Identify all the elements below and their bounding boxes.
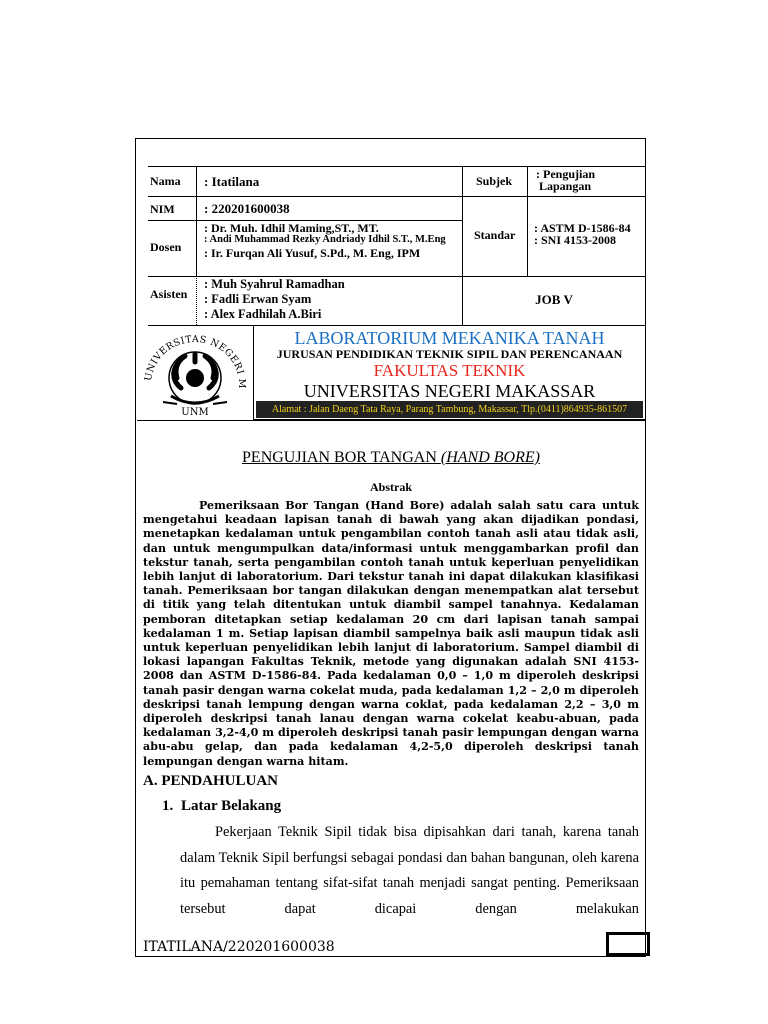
subjek-value [536, 168, 595, 192]
logo-unm-text: UNM [181, 407, 209, 418]
standar-line2: : SNI 4153-2008 [534, 233, 617, 247]
asisten-line1: : Muh Syahrul Ramadhan [204, 277, 345, 291]
body-paragraph [180, 820, 639, 922]
abstract-text: Pemeriksaan Bor Tangan (Hand Bore) adalah salah satu cara untuk mengetahui keadaan lapisan tanah di bawah yang akan dijadikan pondasi, menetapkan kedalaman untuk pengambilan contoh tanah asli atau tidak asli, dan untuk mengumpulkan data/informasi untuk menggambarkan profil dan tekstur tanah, serta pengambilan contoh tanah untuk keperluan penyelidikan lebih lanjut di laboratorium. Dari tekstur tanah ini dapat dilakukan klasifikasi tanah. Pemeriksaan bor tangan dilakukan dengan menempatkan alat tersebut di titik yang telah ditentukan untuk diambil sampel tanahnya. Kedalaman pemboran ditetapkan setiap kedalaman 20 cm dari lapisan tanah sampai kedalaman 1 m. Setiap lapisan diambil sampelnya baik asli maupun tidak asli untuk keperluan penyelidikan lebih lanjut di laboratorium. Sampel diambil di lokasi lapangan Fakultas Teknik, metode yang digunakan adalah SNI 4153-2008 dan ASTM D-1586-84. Pada kedalaman 0,0 – 1,0 m diperoleh deskripsi tanah pasir dengan warna cokelat muda, pada kedalaman 1,2 – 2,0 m diperoleh deskripsi tanah lempung dengan warna coklat, pada kedalaman 2,2 – 3,0 m diperoleh deskripsi tanah lanau dengan warna cokelat keabu-abuan, pada kedalaman 3,2-4,0 m diperoleh deskripsi tanah pasir lempungan dengan warna abu-abu gelap, dan pada kedalaman 4,2-5,0 diperoleh deskripsi tanah lempungan dengan warna hitam. [143, 499, 639, 768]
abstract-body [143, 499, 639, 769]
dosen-line1: : Dr. Muh. Idhil Maming,ST., MT. [204, 221, 379, 235]
job-label: JOB V [535, 292, 573, 307]
unm-emblem-icon [137, 326, 253, 418]
header-divider [137, 420, 645, 421]
subsection-title: Latar Belakang [181, 798, 282, 814]
info-table [148, 166, 646, 325]
paragraph-text: Pekerjaan Teknik Sipil tidak bisa dipisahkan dari tanah, karena tanah dalam Teknik Sipil berfungsi sebagai pondasi dan bahan bangunan, oleh karena itu pemahaman tentang sifat-sifat tanah menjadi sangat penting. Pemeriksaan tersebut dapat dicapai dengan melakukan [180, 824, 639, 917]
title-italic: (HAND BORE) [440, 449, 540, 466]
jurusan-name: JURUSAN PENDIDIKAN TEKNIK SIPIL DAN PERENCANAAN [276, 347, 623, 361]
alamat-bar: Alamat : Jalan Daeng Tata Raya, Parang Tambung, Makassar, Tlp.(0411)864935-861507 [256, 401, 643, 418]
subsection-heading [162, 798, 281, 815]
unm-logo [137, 326, 253, 418]
title-main: PENGUJIAN BOR TANGAN [242, 449, 441, 466]
dosen-label: Dosen [150, 240, 182, 254]
asisten-label: Asisten [150, 287, 188, 301]
dosen-list [204, 222, 460, 259]
nama-label: Nama [150, 174, 181, 188]
asisten-line3: : Alex Fadhilah A.Biri [204, 307, 322, 321]
standar-line1: : ASTM D-1586-84 [534, 221, 631, 235]
subjek-value-line1: : Pengujian [536, 167, 596, 181]
letterhead [253, 325, 645, 420]
lab-name: LABORATORIUM MEKANIKA TANAH [294, 328, 605, 348]
subjek-label: Subjek [476, 174, 513, 188]
dosen-line2: : Andi Muhammad Rezky Andriady Idhil S.T., M.Eng [204, 234, 446, 245]
abstrak-heading: Abstrak [369, 480, 412, 494]
subsection-number: 1. [162, 798, 174, 814]
standar-label: Standar [474, 228, 516, 242]
page-number-box [606, 932, 650, 956]
standar-list [534, 222, 631, 246]
nim-value: : 220201600038 [204, 201, 290, 216]
asisten-line2: : Fadli Erwan Syam [204, 292, 312, 306]
logo-arc-text: UNIVERSITAS NEGERI M [142, 333, 248, 389]
section-a-heading: A. PENDAHULUAN [143, 773, 278, 789]
nama-value: : Itatilana [204, 174, 260, 189]
asisten-list [204, 277, 345, 322]
document-title [137, 449, 645, 467]
footer-identifier: ITATILANA/220201600038 [143, 939, 335, 955]
fakultas-name: FAKULTAS TEKNIK [373, 361, 526, 380]
nim-label: NIM [150, 202, 175, 216]
dosen-line3: : Ir. Furqan Ali Yusuf, S.Pd., M. Eng, IPM [204, 246, 421, 260]
universitas-name: UNIVERSITAS NEGERI MAKASSAR [303, 381, 596, 401]
subjek-value-line2: Lapangan [539, 179, 592, 193]
